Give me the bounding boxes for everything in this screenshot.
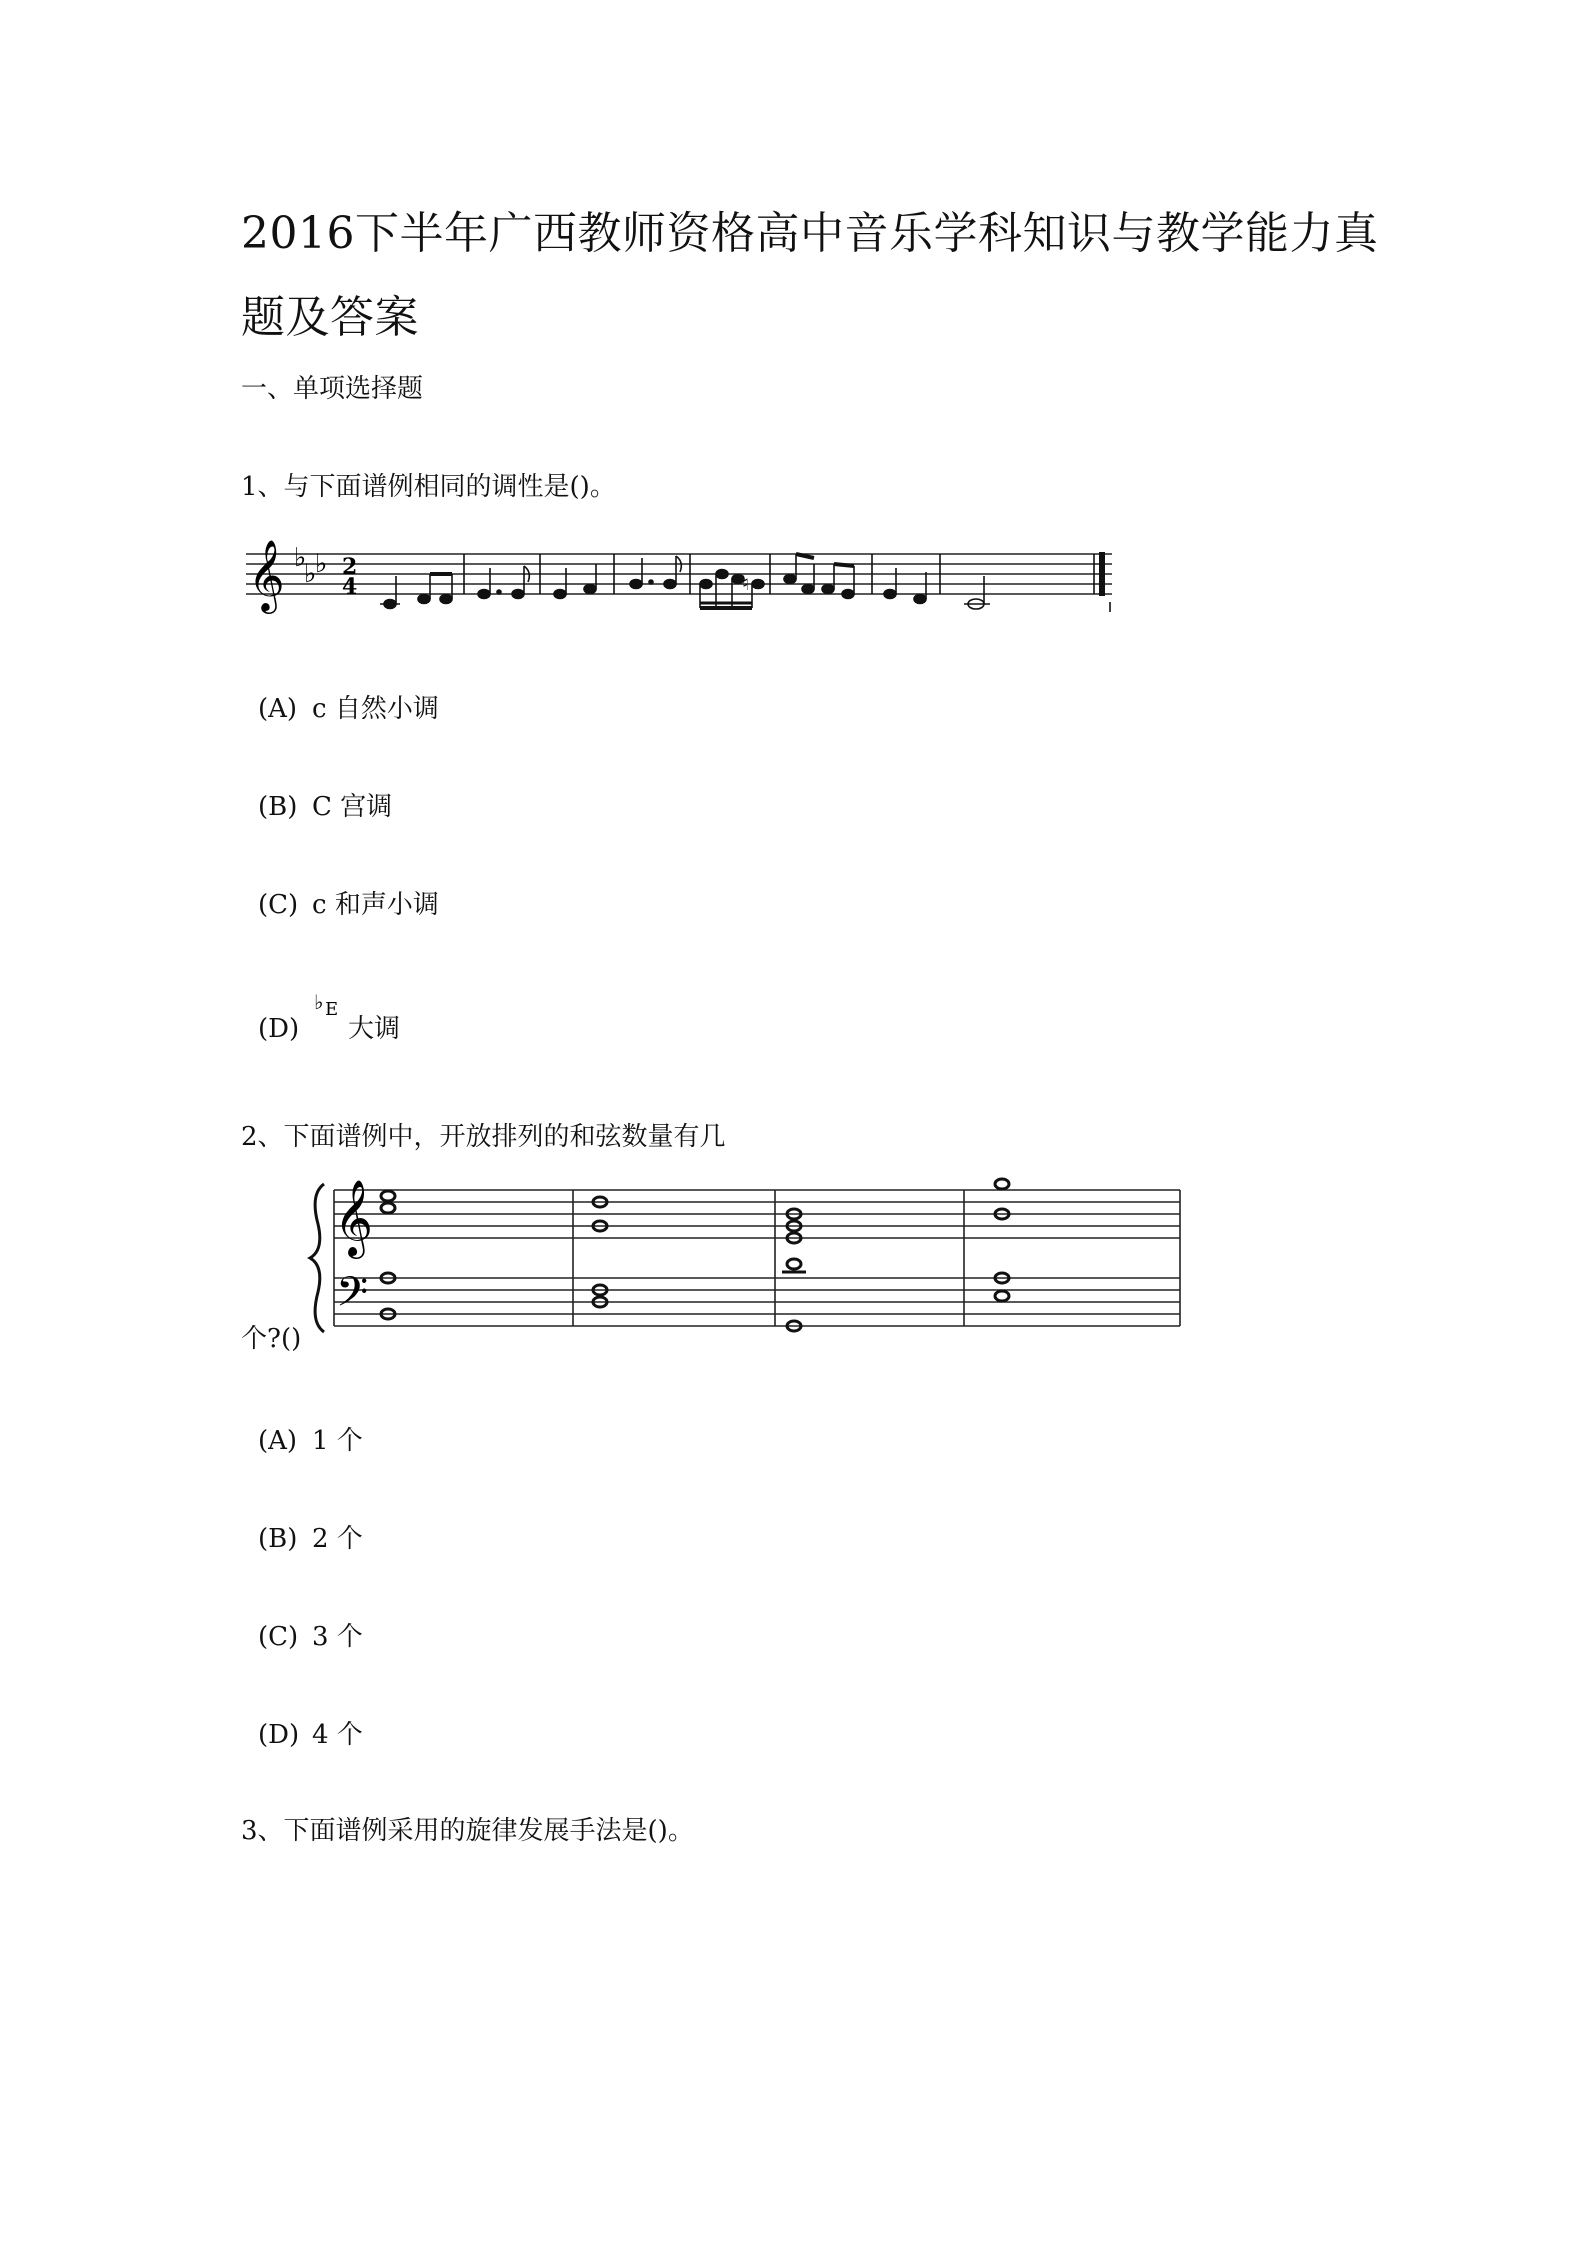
final-barline: [1094, 552, 1110, 612]
flat-sign-icon: ♭: [304, 559, 317, 589]
option-text: 大调: [348, 1014, 401, 1044]
question-3-text: 3、下面谱例采用的旋律发展手法是()。: [241, 1816, 694, 1846]
q1-option-d: [258, 990, 401, 1045]
option-label: (D): [258, 1720, 300, 1750]
section-heading: 一、单项选择题: [241, 374, 424, 404]
question-1-text: 1、与下面谱例相同的调性是()。: [241, 472, 616, 502]
option-label: (A): [258, 1426, 298, 1456]
option-label: (B): [258, 1524, 298, 1554]
option-label: (C): [258, 1622, 299, 1652]
question-2-continuation: 个?(): [241, 1324, 302, 1354]
option-text: 4 个: [312, 1720, 363, 1750]
document-title-line-2: 题及答案: [241, 292, 419, 343]
q1-option-c: [258, 884, 439, 921]
option-label: (D): [258, 1014, 300, 1044]
score1-notes: [380, 554, 990, 609]
option-label: (A): [258, 694, 298, 724]
question-1-score: [244, 526, 1124, 616]
option-label: (C): [258, 890, 299, 920]
option-text: 1 个: [312, 1426, 363, 1456]
bass-clef-icon: 𝄢: [336, 1268, 369, 1326]
option-text: C 宫调: [312, 792, 393, 822]
flat-e-symbol: [312, 990, 348, 1039]
time-signature-bottom: 4: [342, 574, 358, 600]
q1-option-b: [258, 786, 392, 823]
question-2-score: [304, 1172, 1184, 1342]
option-label: (B): [258, 792, 298, 822]
q2-option-b: [258, 1518, 363, 1555]
barlines: [334, 1190, 1180, 1326]
question-2-text: 2、下面谱例中，开放排列的和弦数量有几: [241, 1122, 726, 1152]
option-text: c 和声小调: [312, 890, 439, 920]
q2-option-d: [258, 1714, 363, 1751]
q2-option-c: [258, 1616, 363, 1653]
bass-staff-lines: [334, 1278, 1180, 1326]
option-text: 2 个: [312, 1524, 363, 1554]
flat-e-letter: E: [325, 999, 339, 1020]
flat-sign-icon: ♭: [314, 990, 324, 1014]
q2-option-a: [258, 1420, 363, 1457]
flat-sign-icon: ♭: [315, 549, 328, 579]
document-title-line-1: 2016下半年广西教师资格高中音乐学科知识与教学能力真: [241, 208, 1379, 259]
time-signature-top: 2: [342, 554, 358, 580]
treble-staff-lines: [334, 1190, 1180, 1238]
grand-staff-brace-icon: [310, 1184, 324, 1332]
option-text: c 自然小调: [312, 694, 439, 724]
q1-option-a: [258, 688, 439, 725]
natural-sign-icon: ♮: [742, 571, 750, 595]
option-text: 3 个: [312, 1622, 363, 1652]
treble-clef-icon: 𝄞: [334, 1179, 374, 1256]
treble-clef-icon: 𝄞: [248, 538, 285, 611]
flat-sign-icon: ♭: [294, 543, 307, 573]
